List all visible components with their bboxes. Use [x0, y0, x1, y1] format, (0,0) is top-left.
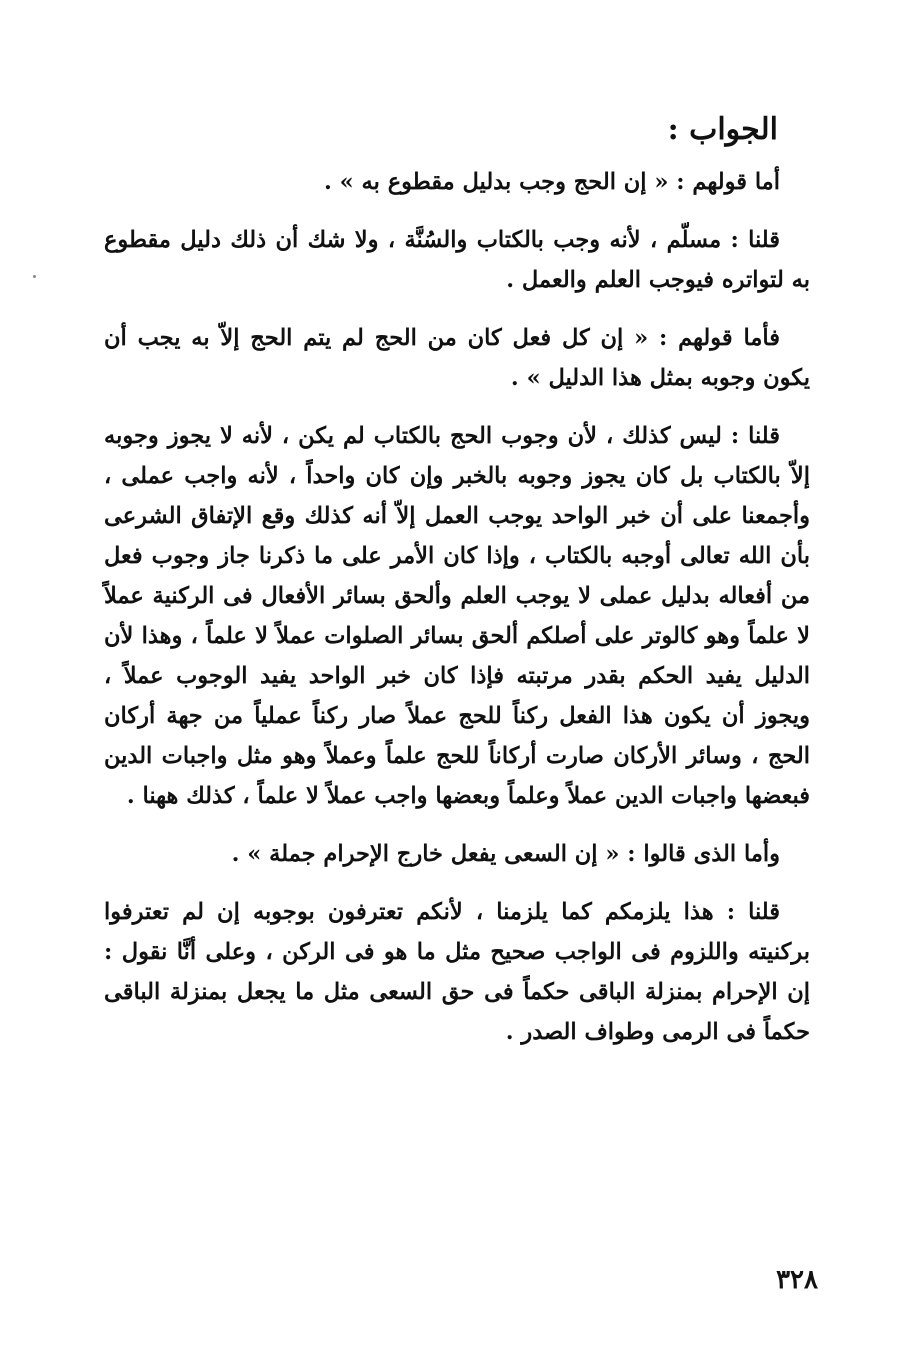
paragraph-answer-1: قلنا : مسلّم ، لأنه وجب بالكتاب والسُنَّة ، ولا شك أن ذلك دليل مقطوع به لتواتره فيوجب العلم والعمل . — [104, 227, 810, 293]
paragraph-answer-2: قلنا : ليس كذلك ، لأن وجوب الحج بالكتاب لم يكن ، لأنه لا يجوز وجوبه إلاّ بالكتاب بل كان يجوز وجوبه بالخبر وإن كان واحداً ، لأنه واجب عملى ، وأجمعنا على أن خبر الواحد يوجب العمل إلاّ أنه كذلك وقع الإتفاق الشرعى بأن الله تعالى أوجبه بالكتاب ، وإذا كان الأمر على ما ذكرنا جاز وجوب فعل من أفعاله بدليل عملى لا يوجب العلم وألحق بسائر الأفعال فى الركنية عملاً لا علماً وهو كالوتر على أصلكم ألحق بسائر الصلوات عملاً لا علماً ، وهذا لأن الدليل يفيد الحكم بقدر مرتبته فإذا كان خبر الواحد يفيد الوجوب عملاً ، ويجوز أن يكون هذا الفعل ركناً للحج عملاً صار ركناً عملياً من جهة أركان الحج ، وسائر الأركان صارت أركاناً للحج علماً وعملاً وهو مثل واجبات الدين فبعضها واجبات الدين عملاً وعلماً وبعضها واجب عملاً لا علماً ، كذلك ههنا . — [104, 423, 810, 809]
margin-speck — [33, 275, 36, 278]
body-text — [104, 162, 810, 1070]
section-heading: الجواب : — [667, 112, 778, 147]
page-number: ٣٢٨ — [776, 1265, 818, 1295]
paragraph-quote-3: وأما الذى قالوا : « إن السعى يفعل خارج الإحرام جملة » . — [231, 841, 780, 867]
paragraph-answer-3: قلنا : هذا يلزمكم كما يلزمنا ، لأنكم تعترفون بوجوبه إن لم تعترفوا بركنيته واللزوم فى الواجب صحيح مثل ما هو فى الركن ، وعلى أنَّا نقول : إن الإحرام بمنزلة الباقى حكماً فى حق السعى مثل ما يجعل بمنزلة الباقى حكماً فى الرمى وطواف الصدر . — [104, 899, 810, 1045]
paragraph-quote-1: أما قولهم : « إن الحج وجب بدليل مقطوع به » . — [324, 169, 780, 195]
paragraph-quote-2: فأما قولهم : « إن كل فعل كان من الحج لم يتم الحج إلاّ به يجب أن يكون وجوبه بمثل هذا الدليل » . — [104, 325, 810, 391]
